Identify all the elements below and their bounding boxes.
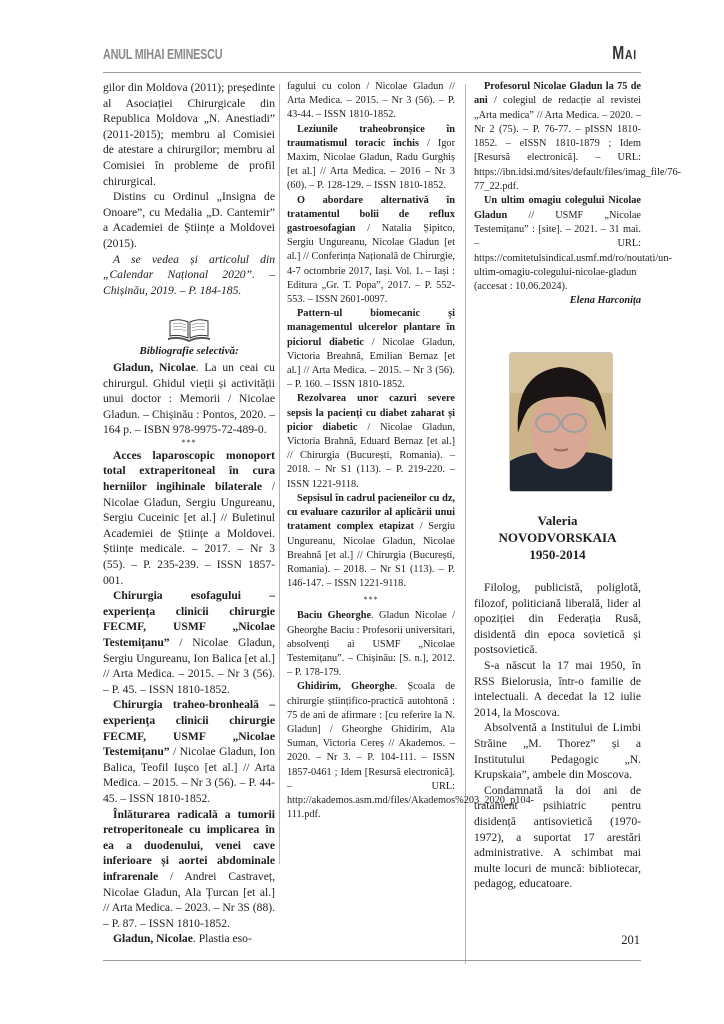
bio-paragraph: Filolog, publicistă, poliglotă, filozof, politiciană liberală, lider al opoziției din Federația Rusă, disidentă din epoca sovietică și postsovietică. (474, 581, 641, 657)
column-divider-2 (465, 84, 466, 964)
month-initial: M (612, 43, 625, 63)
running-header-month (612, 43, 637, 64)
bibliography-entry: Pattern-ul biomecanic și managementul ulcerelor plantare în piciorul diabetic / Nicolae Gladun, Victoria Breahnă, Emilian Bernaz [et al.] // Arta Medica. – 2015. – Nr 3 (56). – P. 160. – ISSN 1810-1852. (287, 308, 455, 391)
bio-paragraph: Condamnată la doi ani de tratament psihiatric pentru disidență antisovietică (1970-1972), a suportat 17 arestări administrative. A schimbat mai multe locuri de muncă: bibliotecar, pedagog, educatoare. (474, 783, 641, 891)
bibliography-entry: Leziunile traheobronșice în traumatismul toracic închis / Igor Maxim, Nicolae Gladun, Radu Gurghiș [et al.] // Arta Medica. – 2016 – Nr 3 (60). – P. 128-129. – ISSN 1810-1852. (287, 123, 455, 192)
person-heading (474, 512, 641, 563)
article-author: Elena Harconița (569, 295, 641, 307)
bibliography-entry: Gladun, Nicolae. Plastia eso- (113, 932, 252, 946)
bibliography-entry: fagului cu colon / Nicolae Gladun // Arta Medica. – 2015. – Nr 3 (56). – P. 43-44. – ISSN 1810-1852. (287, 81, 455, 121)
person-last-name: NOVODVORSKAIA (498, 530, 617, 545)
bibliography-entry: Profesorul Nicolae Gladun la 75 de ani / colegiul de redacție al revistei „Arta medica” // Arta Medica. – 2020. – Nr 2 (75). – P. 76-77. – pISSN 1810-1852. – eISSN 1810-1879 ; Idem [Resursă electronică]. – URL: https://ibn.idsi.md/sites/default/files/imag_file/76-77_22.pdf. (474, 81, 682, 193)
bibliography-entry: Rezolvarea unor cazuri severe sepsis la pacienți cu diabet zaharat și picior diabetic / Nicolae Gladun, Victoria Brahnă, Eduard Bernaz [et al.] // Chirurgia (București, Romania). – 2018. – Nr S1 (113). – P. 219-220. – ISSN 1221-9118. (287, 393, 455, 490)
open-book-icon (167, 316, 211, 342)
column-3 (474, 80, 682, 309)
bibliography-entry: O abordare alternativă în tratamentul bolii de reflux gastroesofagian / Natalia Șipitco, Sergiu Ungureanu, Nicolae Gladun [et al.] // Conferința Națională de Chirurgie, 4-7 octombrie 2017, Iași. Vol. 1. – Iași : Editura „Gr. T. Popa”, 2017. – P. 552-553. – ISSN 2601-0097. (287, 194, 455, 306)
separator: *** (181, 437, 197, 447)
bio-paragraph: gilor din Moldova (2011); președinte al Asociației Chirurgicale din Republica Moldova „N. Anestiadi” (2011-2015); membru al Comisiei de atestare a chirurgilor; membru al Comisiei în probleme de profil chirurgical. (103, 81, 275, 188)
bio-paragraph: Absolventă a Institului de Limbi Străine „M. Thorez” și a Institutului Pedagogic „N. Krupskaia”, ambele din Moscova. (474, 721, 641, 782)
bibliography-entry: Acces laparoscopic monoport total extraperitoneal în cura herniilor ingihinale bilaterale / Nicolae Gladun, Sergiu Ungureanu, Sergiu Cuceinic [et al.] // Buletinul Academiei de Științe a Moldovei. Științe medicale. – 2017. – Nr 3 (55). – P. 235-239. – ISSN 1857-001. (103, 448, 275, 587)
separator: *** (363, 595, 379, 605)
bibliography-entry: Înlăturarea radicală a tumorii retroperitoneale cu implicarea în ea a duodenului, venei cave inferioare și aortei abdominale infrarenale / Andrei Castraveț, Nicolae Gladun, Ala Țurcan [et al.] // Arta Medica. – 2023. – Nr 3S (88). – P. 87. – ISSN 1810-1852. (103, 807, 275, 930)
bibliography-entry: Un ultim omagiu colegului Nicolae Gladun // USMF „Nicolae Testemițanu” : [site]. – 2021. – 31 mai. – URL: https://comitetulsindical.usmf.md/ro/noutati/un-ultim-omagiu-colegului-nicolae-gladun (accesat : 10.06.2024). (474, 195, 672, 293)
bibliography-entry: Baciu Gheorghe. Gladun Nicolae / Gheorghe Baciu : Profesorii universitari, absolvenți ai USMF „Nicolae Testemițanu”. – Chișinău: [S. n.], 2012. – P. 178-179. (287, 610, 455, 679)
portrait-image (510, 353, 612, 491)
bibliography-entry: Gladun, Nicolae. La un ceai cu chirurgul. Ghidul vieții și activității unui doctor : Memorii / Nicolae Gladun. – Chișinău : Pontos, 2020. – 164 p. – ISBN 978-9975-72-489-0. (103, 360, 275, 437)
running-header-title: ANUL MIHAI EMINESCU (103, 46, 223, 63)
bibliography-title: Bibliografie selectivă: (139, 345, 239, 358)
bibliography-entry: Ghidirim, Gheorghe. Școala de chirurgie științifico-practică autohtonă : 75 de ani de afirmare : [cu referire la N. Gladun] / Gheorghe Ghidirim, Ala Suman, Victoria Cereș // Akademos. – 2020. – Nr 3. – P. 104-111. – ISSN 1857-0461 ; Idem [Resursă electronică]. – URL: http://akademos.asm.md/files/Akademos%203_2020_p104-111.pdf. (287, 681, 535, 821)
header-rule (103, 72, 641, 73)
person-biography (474, 580, 641, 892)
person-years: 1950-2014 (529, 547, 586, 562)
see-also-note: A se vedea și articolul din „Calendar Național 2020”. – Chișinău, 2019. – P. 184-185. (103, 252, 275, 297)
column-2 (287, 80, 535, 822)
bibliography-entry: Sepsisul în cadrul pacieneilor cu dz, cu evaluare cazurilor al aplicării unui tratament complex etapizat / Sergiu Ungureanu, Nicolae Gladun, Nicolae Breahnă [et al.] // Chirurgia (București, Romania). – 2018. – Nr S1 (113). – P. 146-147. – ISSN 1221-9118. (287, 492, 455, 590)
column-1 (103, 80, 275, 947)
person-first-name: Valeria (537, 513, 578, 528)
bio-paragraph: Distins cu Ordinul „Insigna de Onoare”, cu Medalia „D. Cantemir” a Academiei de Științe a Moldovei (2015). (103, 190, 275, 250)
bibliography-entry: Chirurgia esofagului – experiența clinicii chirurgie FECMF, USMF „Nicolae Testemițanu” / Nicolae Gladun, Sergiu Ungureanu, Ion Balica [et al.] // Arta Medica. – 2015. – Nr 3 (56). – P. 45. – ISSN 1810-1852. (103, 589, 275, 696)
bio-paragraph: S-a născut la 17 mai 1950, în RSS Bielorusia, într-o familie de intelectuali. A decedat la 12 iulie 2014, la Moscova. (474, 658, 641, 719)
page-number: 201 (621, 933, 640, 947)
month-rest: AI (625, 47, 637, 62)
portrait-photo (509, 352, 613, 492)
footer-rule (103, 960, 641, 961)
column-divider-1 (279, 84, 280, 864)
bibliography-entry: Chirurgia traheo-bronheală – experiența clinicii chirurgie FECMF, USMF „Nicolae Testemițanu” / Nicolae Gladun, Ion Balica, Teofil Iușco [et al.] // Arta Medica. – 2015. – Nr 3 (56). – P. 44-45. – ISSN 1810-1852. (103, 698, 275, 805)
